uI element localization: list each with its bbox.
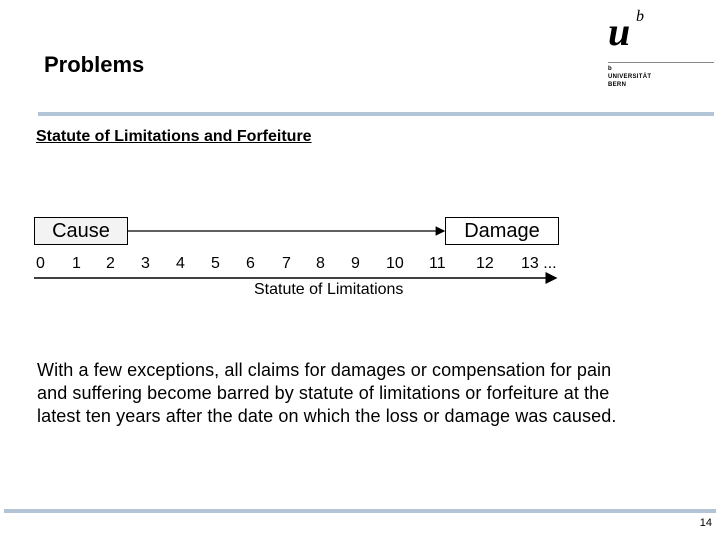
- tick-label: 6: [246, 255, 255, 272]
- footer-divider: [4, 509, 716, 513]
- cause-box: Cause: [34, 217, 128, 245]
- tick-label: 3: [141, 255, 150, 272]
- logo-mark: u: [608, 9, 631, 54]
- logo-city: BERN: [608, 82, 627, 88]
- logo-mark-superscript: b: [636, 8, 644, 25]
- slide-title: Problems: [44, 52, 145, 77]
- tick-label: 1: [72, 255, 81, 272]
- tick-label: 9: [351, 255, 360, 272]
- tick-label: 11: [429, 255, 446, 272]
- statute-of-limitations-label: Statute of Limitations: [254, 281, 404, 298]
- logo-university: UNIVERSITÄT: [608, 74, 652, 80]
- tick-label: 4: [176, 255, 185, 272]
- page-number: 14: [699, 517, 712, 529]
- tick-label: 8: [316, 255, 325, 272]
- tick-label: 2: [106, 255, 115, 272]
- tick-label: 12: [476, 255, 494, 272]
- logo-marker: b: [608, 66, 612, 72]
- tick-label: 10: [386, 255, 404, 272]
- tick-label: 0: [36, 255, 45, 272]
- tick-label: 5: [211, 255, 220, 272]
- slide-subtitle: Statute of Limitations and Forfeiture: [36, 128, 312, 145]
- tick-label: 7: [282, 255, 291, 272]
- tick-label: 13 ...: [521, 255, 557, 272]
- damage-box: Damage: [445, 217, 559, 245]
- body-paragraph: With a few exceptions, all claims for damages or compensation for pain and suffering become barred by statute of limitations or forfeiture at the latest ten years after the date on which the loss or damage was caused.: [37, 360, 617, 426]
